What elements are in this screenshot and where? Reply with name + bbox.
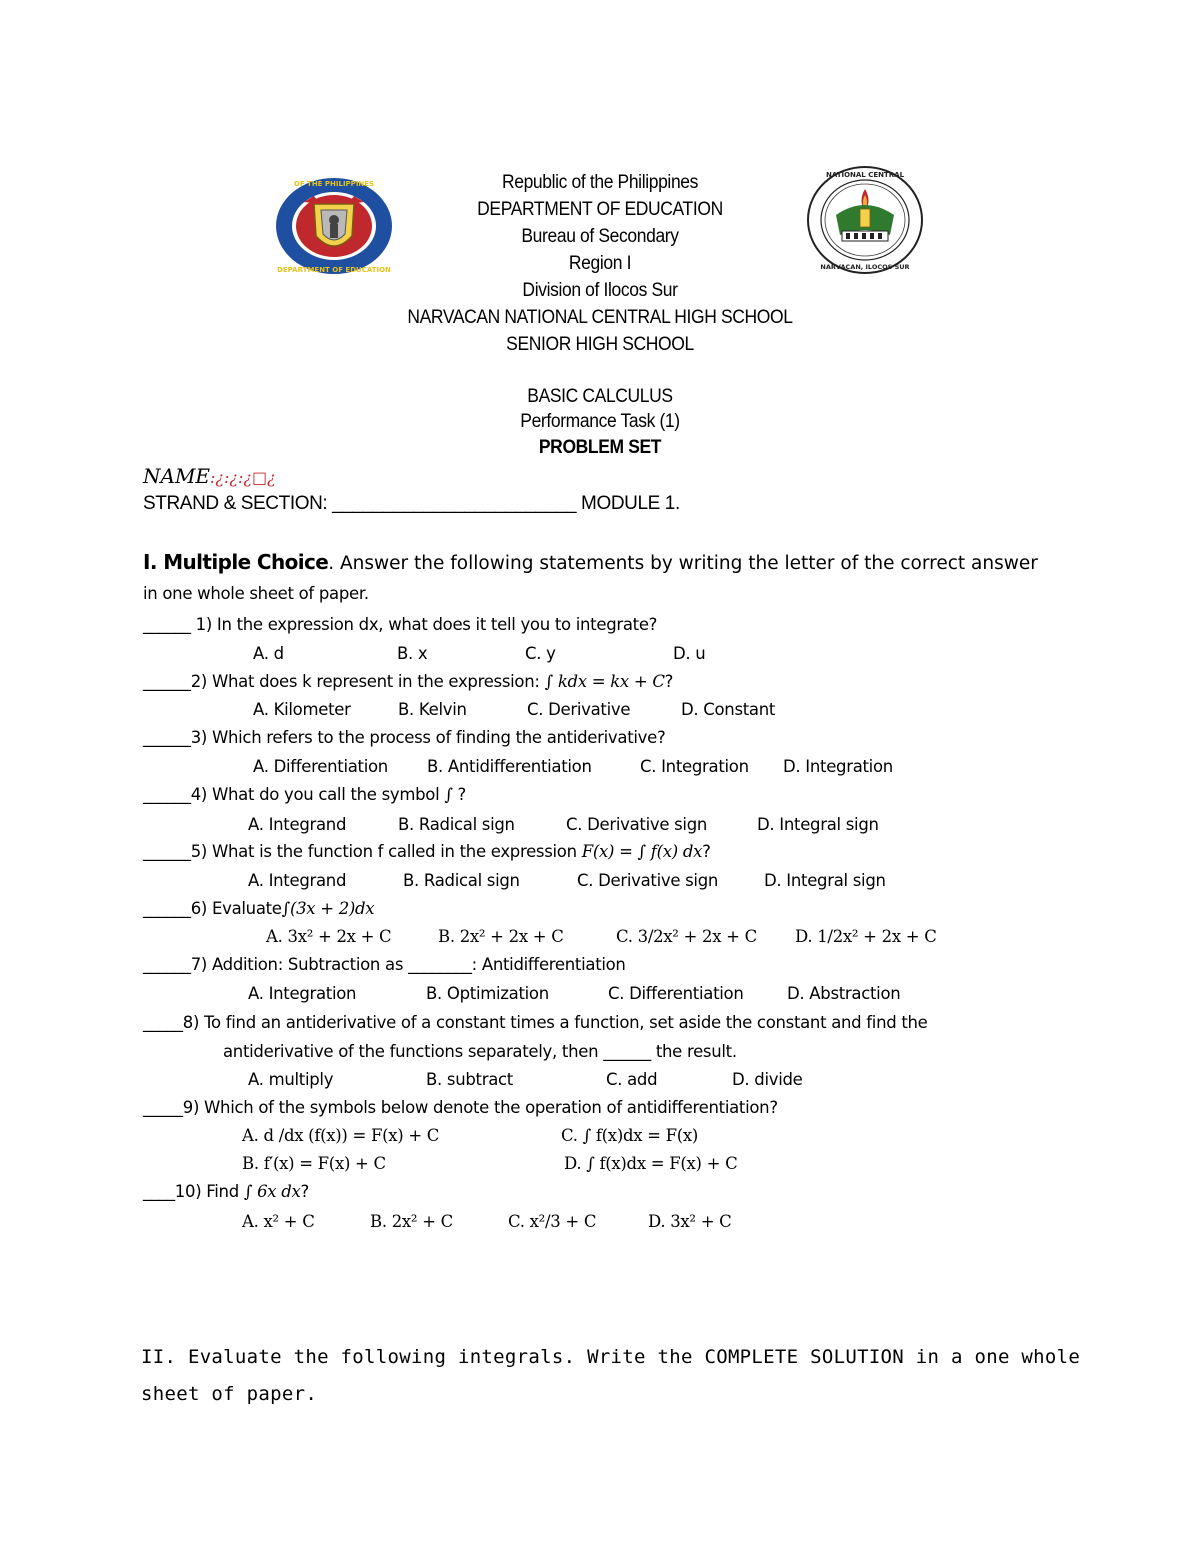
q3-option-d: D. Integration (783, 757, 893, 776)
question-10 (143, 1182, 309, 1201)
name-line (143, 464, 276, 488)
q2-option-d: D. Constant (681, 700, 776, 719)
q7-option-d: D. Abstraction (787, 984, 901, 1003)
q2-suffix: ? (664, 672, 674, 691)
q9-option-b: B. f′(x) = F(x) + C (242, 1154, 386, 1173)
q5-text: ______5) What is the function f called in the expression (143, 842, 582, 861)
q8-option-a: A. multiply (248, 1070, 334, 1089)
q10-option-c: C. x²/3 + C (508, 1212, 597, 1231)
header-bureau: Bureau of Secondary (521, 226, 679, 247)
svg-text:NATIONAL CENTRAL: NATIONAL CENTRAL (825, 171, 905, 179)
question-9: _____9) Which of the symbols below denote the operation of antidifferentiation? (143, 1098, 778, 1117)
q4-option-b: B. Radical sign (398, 815, 515, 834)
q9-option-c: C. ∫ f(x)dx = F(x) (561, 1126, 699, 1145)
q10-suffix: ? (300, 1182, 309, 1201)
question-2 (143, 672, 673, 691)
q3-option-a: A. Differentiation (253, 757, 388, 776)
q4-suffix: ? (452, 785, 467, 804)
header-republic: Republic of the Philippines (501, 172, 699, 193)
q9-option-d: D. ∫ f(x)dx = F(x) + C (564, 1154, 738, 1173)
question-5 (143, 842, 711, 861)
header-school: NARVACAN NATIONAL CENTRAL HIGH SCHOOL (407, 307, 793, 328)
q2-option-c: C. Derivative (527, 700, 631, 719)
q4-option-d: D. Integral sign (757, 815, 879, 834)
question-8-cont: antiderivative of the functions separately, then ______ the result. (223, 1042, 737, 1061)
q7-option-c: C. Differentiation (608, 984, 744, 1003)
part2-instructions-cont: sheet of paper. (141, 1383, 318, 1405)
q6-option-b: B. 2x² + 2x + C (438, 927, 564, 946)
header-division: Division of Ilocos Sur (522, 280, 678, 301)
svg-text:DEPARTMENT OF EDUCATION: DEPARTMENT OF EDUCATION (277, 266, 391, 274)
q1-option-b: B. x (397, 644, 428, 663)
q3-option-b: B. Antidifferentiation (427, 757, 592, 776)
question-1: ______ 1) In the expression dx, what does it tell you to integrate? (143, 615, 658, 634)
strand-section-line: STRAND & SECTION: ________________________ MODULE 1. (143, 493, 680, 514)
svg-text:NARVACAN, ILOCOS SUR: NARVACAN, ILOCOS SUR (820, 263, 910, 271)
q4-math: ∫ (444, 785, 453, 804)
q10-text: ____10) Find (143, 1182, 244, 1201)
question-7: ______7) Addition: Subtraction as ________: Antidifferentiation (143, 955, 626, 974)
q6-option-a: A. 3x² + 2x + C (266, 927, 392, 946)
part1-heading (143, 550, 1038, 574)
q8-option-b: B. subtract (426, 1070, 513, 1089)
part1-title: I. Multiple Choice (143, 550, 329, 574)
q1-option-a: A. d (253, 644, 284, 663)
page-title: PROBLEM SET (538, 437, 662, 458)
header-department: DEPARTMENT OF EDUCATION (477, 199, 723, 220)
subject-title: BASIC CALCULUS (527, 386, 673, 407)
q10-option-b: B. 2x² + C (370, 1212, 453, 1231)
part2-instructions: II. Evaluate the following integrals. Write the COMPLETE SOLUTION in a one whole (141, 1346, 1081, 1368)
q7-option-a: A. Integration (248, 984, 357, 1003)
q2-math: ∫ kdx = kx + C (544, 672, 665, 691)
q4-option-a: A. Integrand (248, 815, 347, 834)
q8-option-d: D. divide (732, 1070, 803, 1089)
q5-option-b: B. Radical sign (403, 871, 520, 890)
question-6 (143, 899, 374, 918)
q6-option-c: C. 3/2x² + 2x + C (616, 927, 757, 946)
task-title: Performance Task (1) (520, 411, 680, 432)
part1-instructions-cont: in one whole sheet of paper. (143, 584, 369, 603)
q2-option-b: B. Kelvin (398, 700, 467, 719)
question-8: _____8) To find an antiderivative of a constant times a function, set aside the constant and find the (143, 1013, 928, 1032)
q9-option-a: A. d /dx (f(x)) = F(x) + C (242, 1126, 440, 1145)
q6-text: ______6) Evaluate (143, 899, 282, 918)
svg-text:OF THE PHILIPPINES: OF THE PHILIPPINES (293, 180, 375, 188)
q6-option-d: D. 1/2x² + 2x + C (795, 927, 937, 946)
q2-text: ______2) What does k represent in the expression: (143, 672, 545, 691)
q5-option-d: D. Integral sign (764, 871, 886, 890)
q5-suffix: ? (702, 842, 711, 861)
q10-option-d: D. 3x² + C (648, 1212, 732, 1231)
q4-option-c: C. Derivative sign (566, 815, 708, 834)
q1-option-d: D. u (673, 644, 706, 663)
q5-option-a: A. Integrand (248, 871, 347, 890)
header-shs: SENIOR HIGH SCHOOL (506, 334, 694, 355)
q6-math: ∫(3x + 2)dx (281, 899, 375, 918)
question-4 (143, 785, 466, 804)
q4-text: ______4) What do you call the symbol (143, 785, 445, 804)
name-field-garbled: :¿:¿:¿□¿ (210, 468, 276, 487)
part1-instructions: . Answer the following statements by writing the letter of the correct answer (328, 553, 1038, 574)
q5-option-c: C. Derivative sign (577, 871, 719, 890)
q2-option-a: A. Kilometer (253, 700, 351, 719)
q8-option-c: C. add (606, 1070, 658, 1089)
q1-option-c: C. y (525, 644, 556, 663)
question-3: ______3) Which refers to the process of finding the antiderivative? (143, 728, 666, 747)
q10-option-a: A. x² + C (242, 1212, 315, 1231)
q10-math: ∫ 6x dx (243, 1182, 301, 1201)
q3-option-c: C. Integration (640, 757, 749, 776)
header-region: Region I (568, 253, 632, 274)
name-label: NAME (143, 464, 211, 488)
q7-option-b: B. Optimization (426, 984, 549, 1003)
q5-math: F(x) = ∫ f(x) dx (581, 842, 703, 861)
